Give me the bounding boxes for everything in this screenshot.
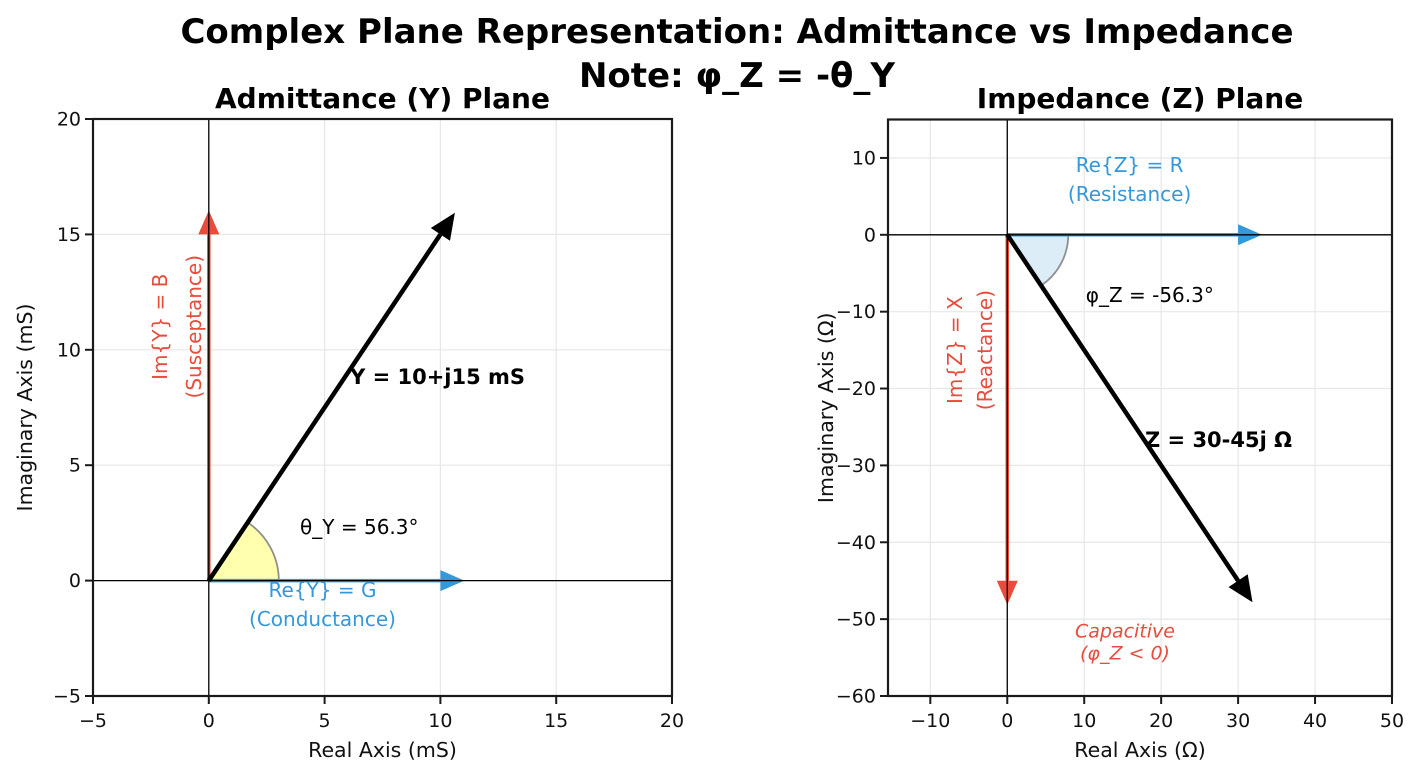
y-tick-label: 5 (68, 454, 81, 477)
y-tick-label: 0 (68, 570, 81, 593)
conductance-label: (Conductance) (249, 607, 396, 632)
x-tick-label: 5 (318, 710, 331, 732)
y-tick-label: −5 (52, 685, 81, 708)
y-tick-label: −40 (835, 531, 876, 554)
y-tick-label: −60 (835, 685, 876, 708)
x-axis-label: Real Axis (mS) (308, 738, 457, 762)
x-tick-label: 10 (428, 710, 453, 732)
y-tick-label: 15 (56, 223, 81, 246)
reactance-label: Im{Z} = X (942, 296, 967, 404)
y-axis-label: Imaginary Axis (mS) (13, 303, 37, 512)
x-tick-label: 10 (1072, 710, 1097, 732)
x-tick-label: 0 (1001, 710, 1014, 732)
reactance-label: (Reactance) (972, 289, 997, 411)
y-tick-label: 20 (56, 108, 81, 131)
admittance-vector-head (431, 213, 455, 241)
capacitive-note: (φ_Z < 0) (1080, 642, 1170, 665)
x-tick-label: 50 (1379, 710, 1405, 732)
x-tick-label: 15 (544, 710, 569, 732)
conductance-label: Re{Y} = G (268, 578, 377, 603)
resistance-label: (Resistance) (1067, 182, 1192, 207)
resistance-label: Re{Z} = R (1075, 153, 1184, 178)
x-tick-label: −5 (78, 710, 108, 732)
theta-angle-label: θ_Y = 56.3° (300, 515, 419, 540)
phi-angle-label: φ_Z = -56.3° (1085, 282, 1214, 307)
y-tick-label: −20 (835, 378, 876, 401)
y-tick-label: −50 (835, 608, 876, 631)
admittance-vector-label: Y = 10+j15 mS (350, 365, 526, 390)
figure-title: Complex Plane Representation: Admittance vs Impedance (180, 12, 1294, 52)
x-tick-label: −10 (910, 710, 951, 732)
impedance-vector-label: Z = 30-45j Ω (1145, 428, 1292, 453)
y-tick-label: 10 (56, 339, 81, 362)
susceptance-label: Im{Y} = B (147, 273, 172, 380)
y-axis-label: Imaginary Axis (Ω) (814, 312, 838, 504)
x-axis-label: Real Axis (Ω) (1074, 738, 1206, 762)
plot-title: Admittance (Y) Plane (215, 82, 550, 115)
y-tick-label: 0 (863, 224, 876, 247)
x-tick-label: 40 (1302, 710, 1328, 732)
y-tick-label: −10 (835, 301, 876, 324)
y-tick-label: −30 (835, 454, 876, 477)
y-tick-label: 10 (851, 147, 876, 170)
x-tick-label: 20 (1149, 710, 1174, 732)
impedance-vector-head (1229, 574, 1253, 602)
x-tick-label: 0 (202, 710, 215, 732)
figure-subtitle: Note: φ_Z = -θ_Y (578, 56, 896, 96)
capacitive-note: Capacitive (1074, 620, 1176, 643)
x-tick-label: 20 (659, 710, 685, 732)
plot-title: Impedance (Z) Plane (976, 82, 1304, 115)
x-tick-label: 30 (1226, 710, 1251, 732)
susceptance-label: (Susceptance) (181, 254, 206, 399)
